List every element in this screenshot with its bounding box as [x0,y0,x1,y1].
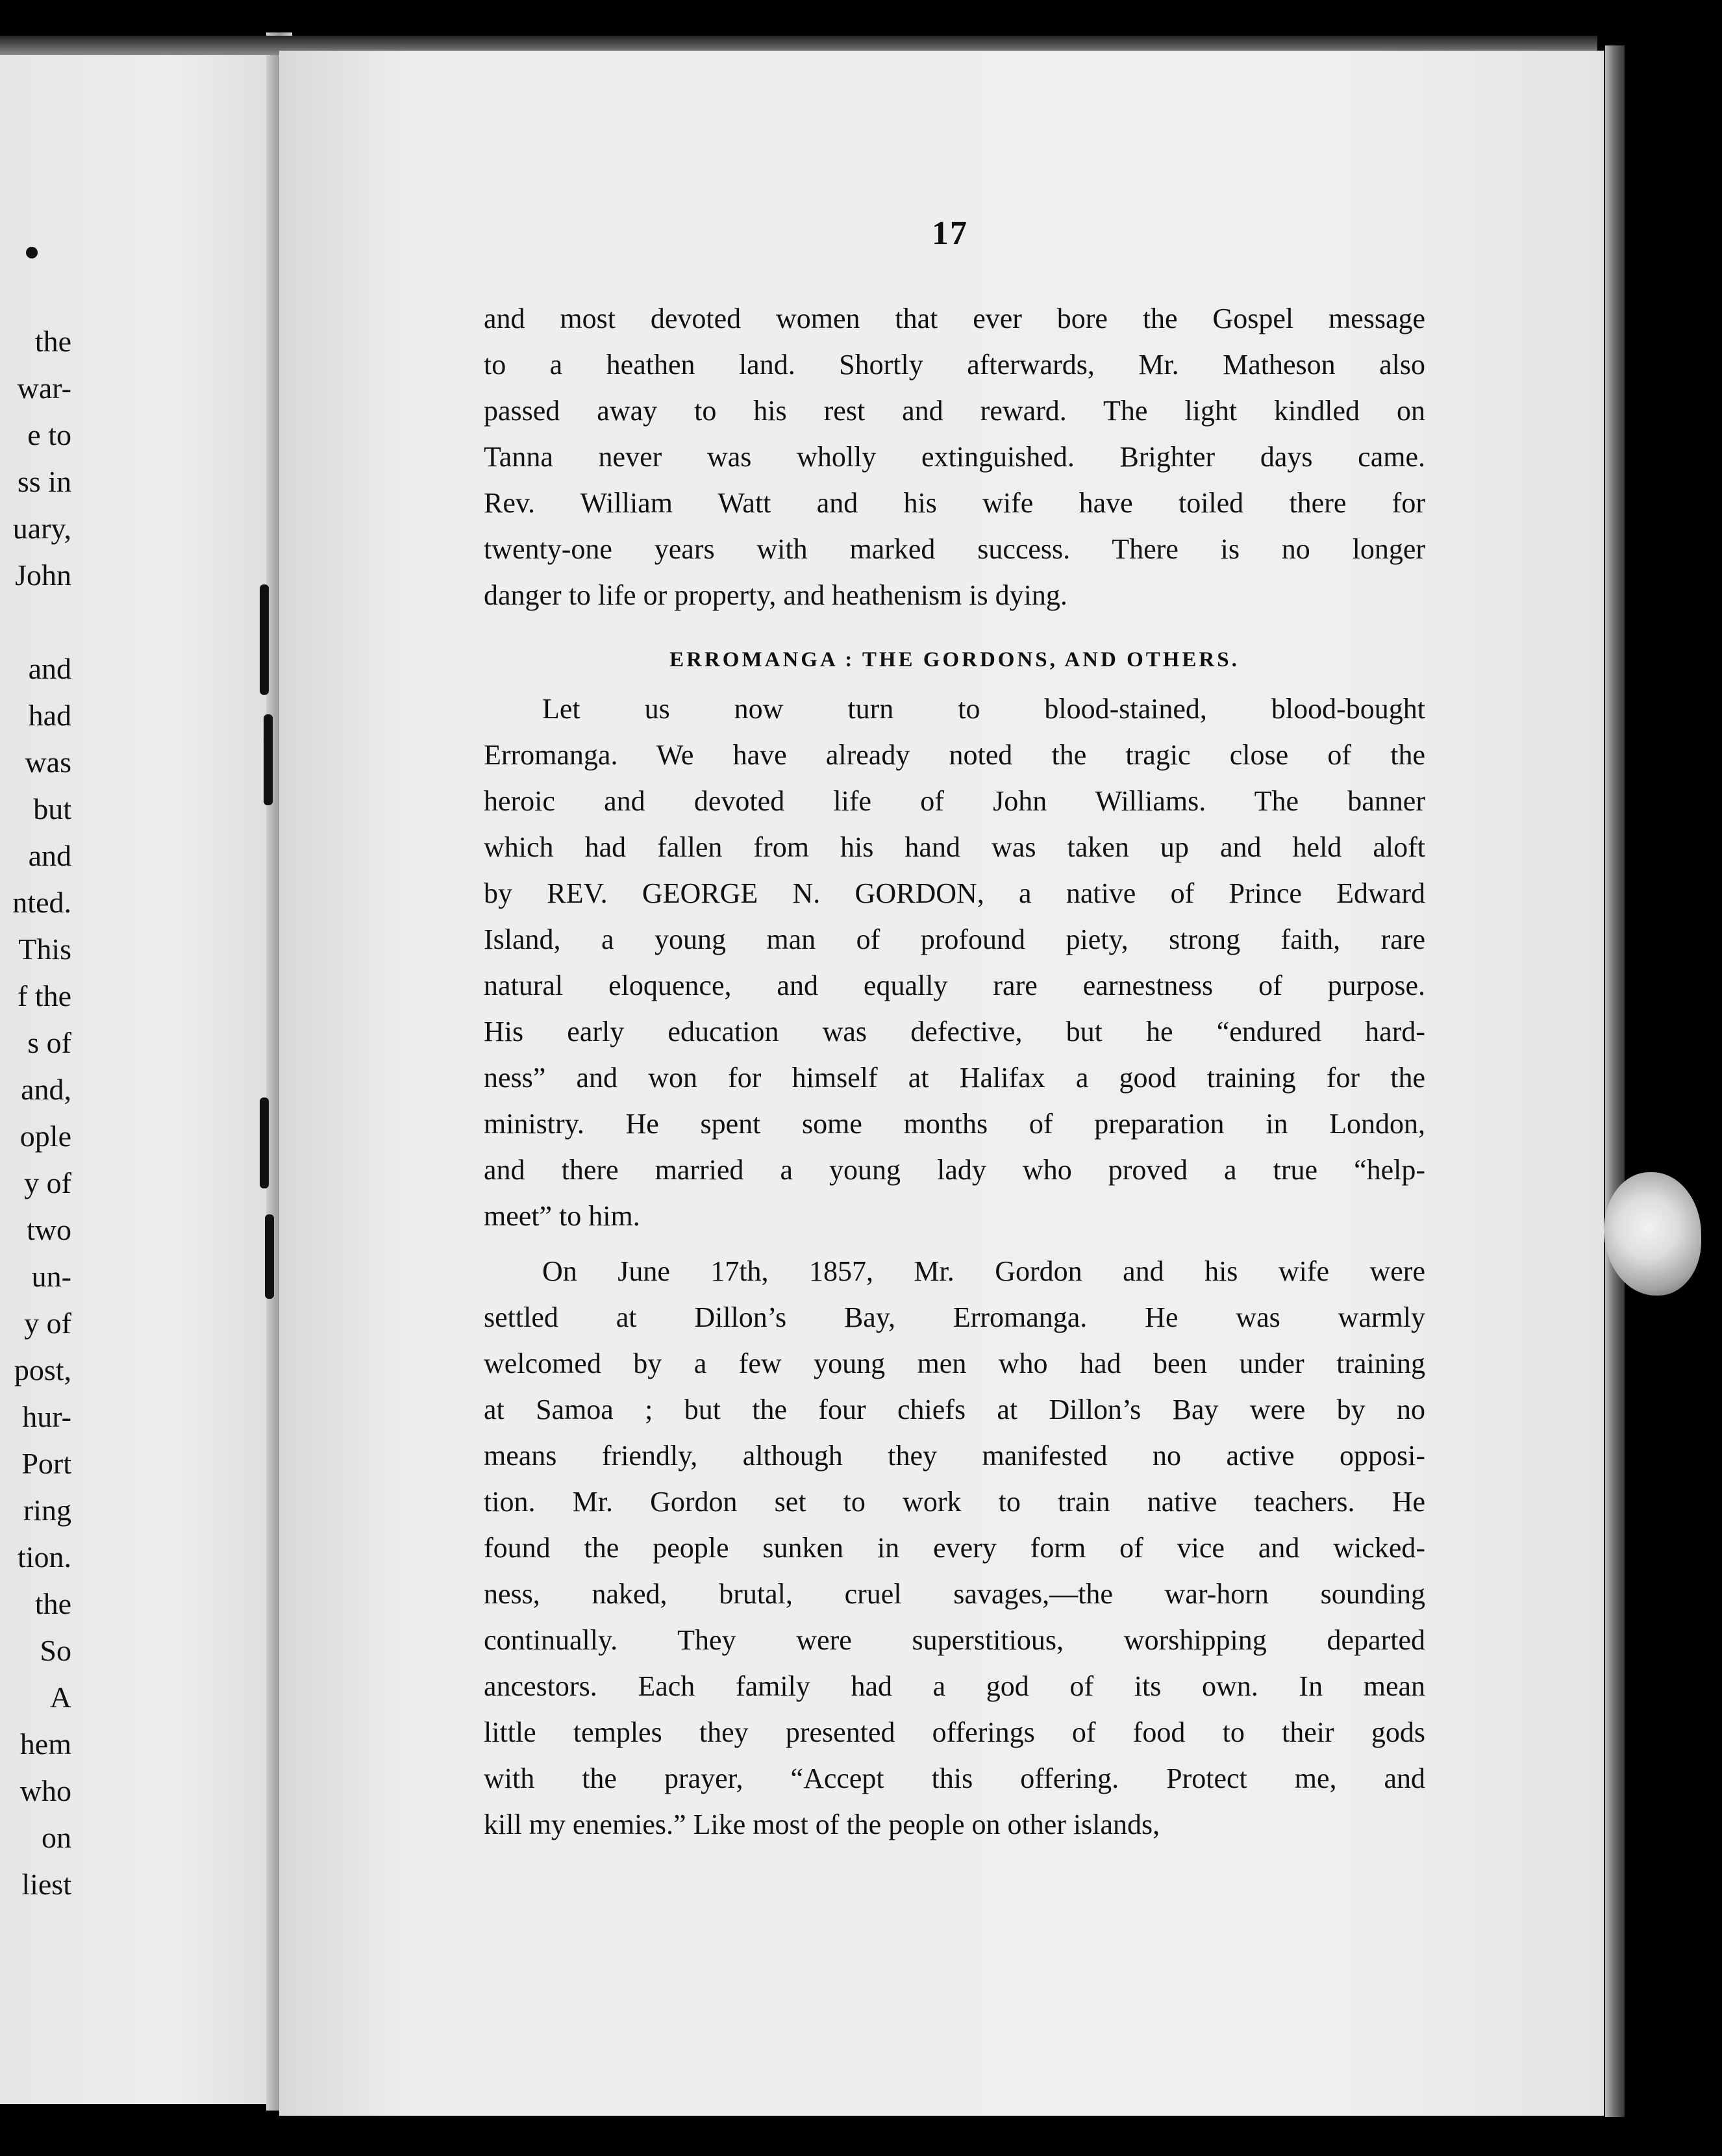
left-page-fragment: on [42,1821,71,1854]
left-page-fragment: ring [23,1494,71,1527]
text-line: little temples they presented offerings of food to their gods [484,1716,1425,1748]
text-line: found the people sunken in every form of vice and wicked- [484,1532,1425,1564]
text-line: heroic and devoted life of John Williams. The banner [484,785,1425,817]
left-page-text-fragments [0,318,71,1908]
left-page-fragment: and [28,652,71,685]
left-page-fragment: f the [17,979,71,1012]
text-line: Island, a young man of profound piety, strong faith, rare [484,923,1425,955]
text-line: to a heathen land. Shortly afterwards, Mr. Matheson also [484,349,1425,381]
left-page-fragment: hem [19,1727,71,1761]
margin-mark [265,1214,274,1299]
text-line: On June 17th, 1857, Mr. Gordon and his wife were [542,1255,1425,1287]
left-page-fragment: but [33,792,71,825]
left-page-fragment: y of [24,1307,71,1340]
text-line: which had fallen from his hand was taken up and held aloft [484,831,1425,863]
left-page-fragment: A [49,1681,71,1714]
left-page-fragment: and, [21,1073,71,1106]
text-line: ness” and won for himself at Halifax a good training for the [484,1062,1425,1094]
text-line: with the prayer, “Accept this offering. Protect me, and [484,1762,1425,1794]
left-page-fragment: So [40,1634,71,1667]
margin-marks [260,571,292,1351]
paragraph-3 [484,1248,1425,1848]
left-page-fragment: John [15,558,71,592]
left-page [0,39,286,2104]
section-heading: ERROMANGA : THE GORDONS, AND OTHERS. [669,648,1240,671]
left-page-fragment: who [19,1774,71,1807]
text-line: natural eloquence, and equally rare earnestness of purpose. [484,970,1425,1001]
text-line: His early education was defective, but he “endured hard- [484,1016,1425,1047]
paragraph-2 [484,686,1425,1239]
text-line: at Samoa ; but the four chiefs at Dillon’s Bay were by no [484,1394,1425,1425]
text-line: passed away to his rest and reward. The light kindled on [484,395,1425,427]
left-page-fragment: s of [27,1026,71,1059]
left-page-fragment: ople [19,1120,71,1153]
text-line: twenty-one years with marked success. There is no longer [484,533,1425,565]
text-line: continually. They were superstitious, worshipping departed [484,1624,1425,1656]
left-page-fragment: the [34,325,71,358]
body-text [484,295,1425,1848]
left-page-fragment: was [25,746,71,779]
text-line: tion. Mr. Gordon set to work to train native teachers. He [484,1486,1425,1518]
left-page-fragment: and [28,839,71,872]
text-line: ness, naked, brutal, cruel savages,—the war-horn sounding [484,1578,1425,1610]
left-page-fragment: tion. [17,1540,71,1573]
text-line: and there married a young lady who proved a true “help- [484,1154,1425,1186]
left-page-fragment: hur- [22,1400,71,1433]
page-stack-edge [1605,45,1625,2117]
text-line: means friendly, although they manifested no active opposi- [484,1440,1425,1472]
text-line: danger to life or property, and heathenism is dying. [484,579,1067,611]
text-line: welcomed by a few young men who had been under training [484,1348,1425,1379]
text-line: ministry. He spent some months of preparation in London, [484,1108,1425,1140]
left-page-fragment: e to [27,418,71,451]
text-line: Rev. William Watt and his wife have toiled there for [484,487,1425,519]
left-page-fragment: uary, [12,512,71,545]
left-page-fragment: This [18,933,71,966]
left-page-fragment: the [34,1587,71,1620]
text-line: Let us now turn to blood-stained, blood-bought [542,693,1425,725]
margin-mark [260,1097,269,1188]
page-number: 17 [932,215,968,252]
left-page-fragment: had [28,699,71,732]
left-page-fragment: Port [21,1447,71,1480]
left-page-fragment: war- [17,371,71,405]
left-page-fragment: nted. [12,886,71,919]
left-page-fragment: ss in [17,465,71,498]
left-page-fragment: post, [14,1353,71,1386]
left-page-bullet [26,247,38,258]
text-line: Tanna never was wholly extinguished. Brighter days came. [484,441,1425,473]
text-line: settled at Dillon’s Bay, Erromanga. He was warmly [484,1301,1425,1333]
margin-mark [264,714,273,805]
paragraph-1 [484,295,1425,618]
text-line: ancestors. Each family had a god of its own. In mean [484,1670,1425,1702]
margin-mark [260,584,269,695]
text-line: and most devoted women that ever bore the Gospel message [484,303,1425,334]
left-page-fragment: un- [31,1260,71,1293]
left-page-fragment: y of [24,1166,71,1199]
text-line: meet” to him. [484,1200,640,1232]
left-page-fragment: liest [21,1868,71,1901]
left-page-fragment: two [27,1213,71,1246]
text-line: kill my enemies.” Like most of the people on other islands, [484,1809,1160,1840]
text-line: by REV. GEORGE N. GORDON, a native of Prince Edward [484,877,1425,909]
left-page-fragment [0,599,71,646]
text-line: Erromanga. We have already noted the tragic close of the [484,739,1425,771]
